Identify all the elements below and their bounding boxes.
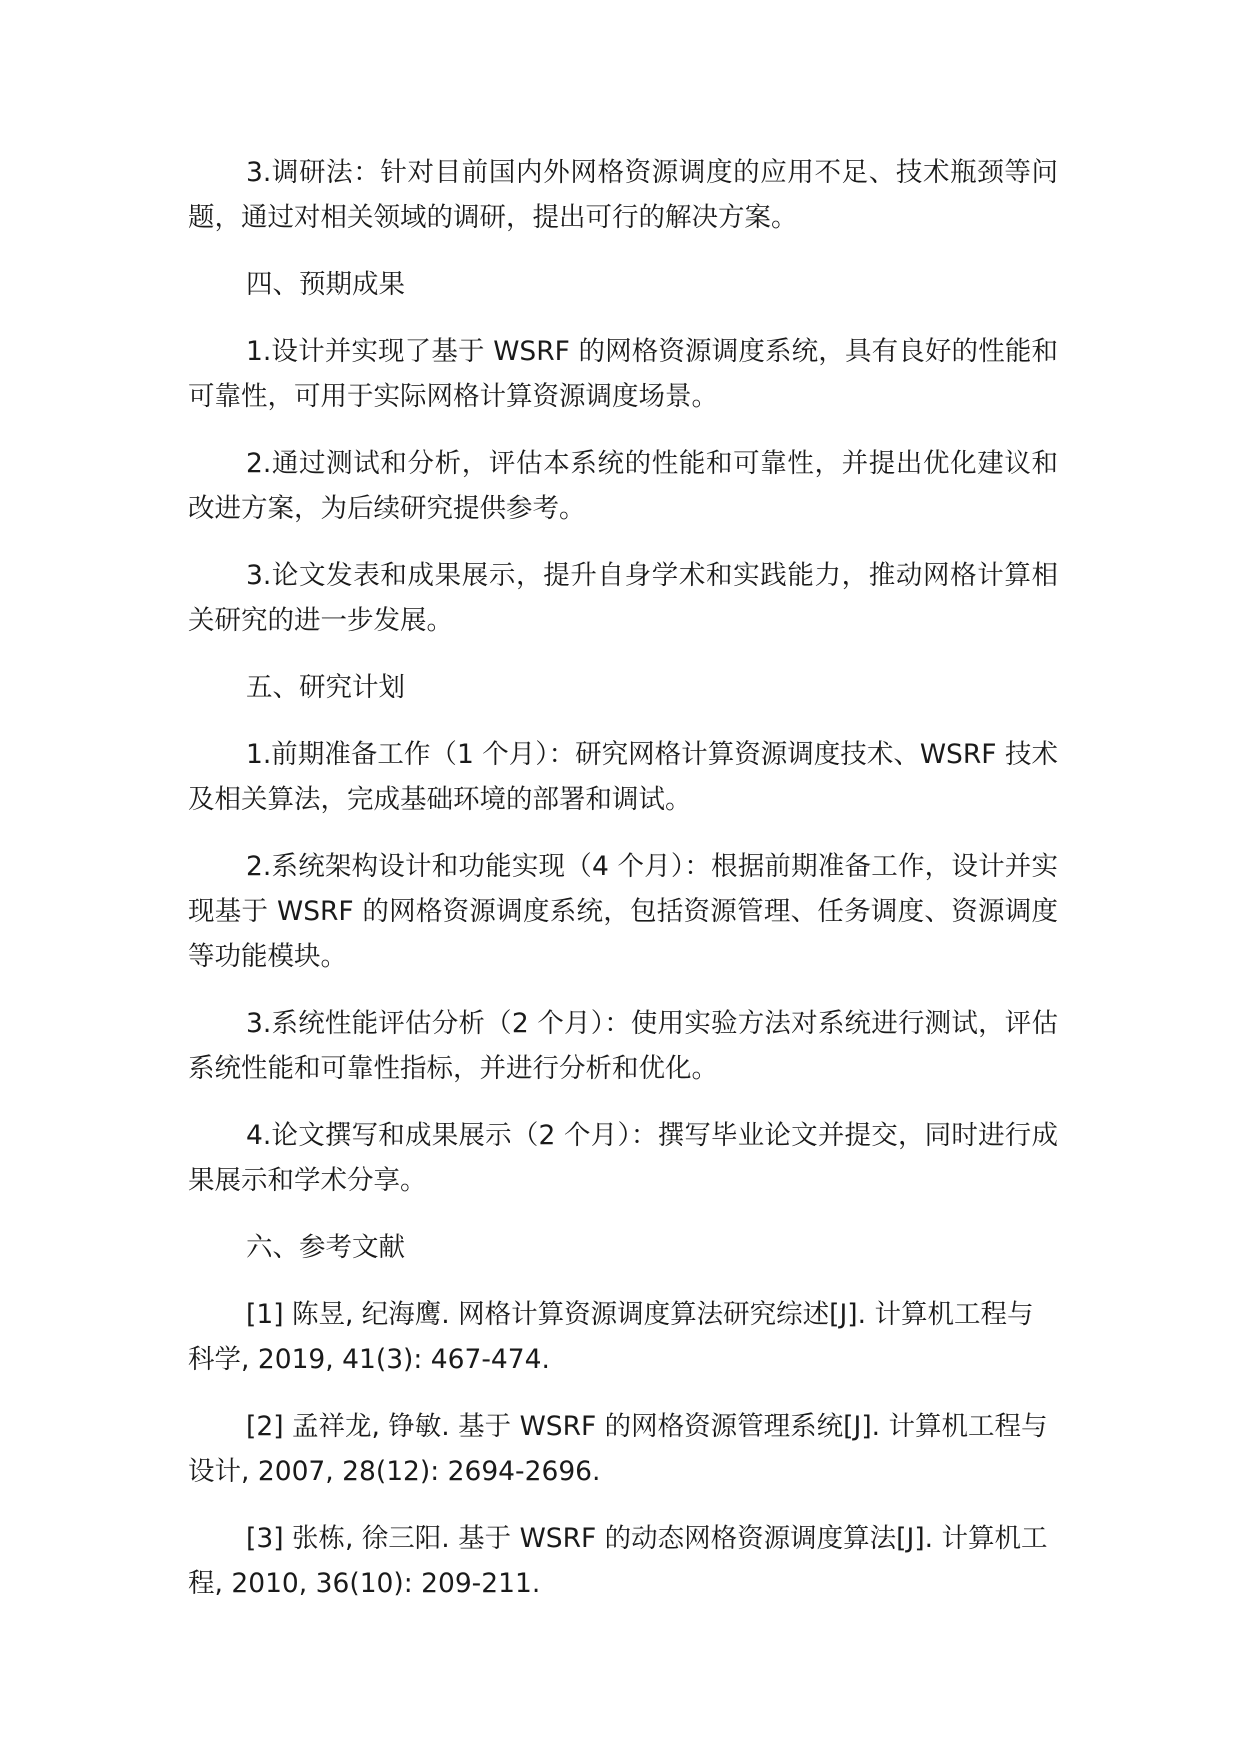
reference-item-1: [1] 陈昱, 纪海鹰. 网格计算资源调度算法研究综述[J]. 计算机工程与科学, 2019, 41(3): 467-474. (188, 1299, 1034, 1375)
paragraph-result-2: 2.通过测试和分析，评估本系统的性能和可靠性，并提出优化建议和改进方案，为后续研究提供参考。 (188, 448, 1058, 524)
reference-item-3: [3] 张栋, 徐三阳. 基于 WSRF 的动态网格资源调度算法[J]. 计算机工程, 2010, 36(10): 209-211. (188, 1523, 1048, 1599)
section-heading-research-plan: 五、研究计划 (246, 672, 405, 703)
paragraph-plan-3: 3.系统性能评估分析（2 个月）：使用实验方法对系统进行测试，评估系统性能和可靠性指标，并进行分析和优化。 (188, 1008, 1058, 1084)
section-heading-expected-results: 四、预期成果 (246, 269, 405, 300)
section-heading-references: 六、参考文献 (246, 1232, 405, 1263)
reference-item-2: [2] 孟祥龙, 铮敏. 基于 WSRF 的网格资源管理系统[J]. 计算机工程与设计, 2007, 28(12): 2694-2696. (188, 1411, 1048, 1487)
paragraph-plan-4: 4.论文撰写和成果展示（2 个月）：撰写毕业论文并提交，同时进行成果展示和学术分享。 (188, 1120, 1058, 1196)
paragraph-survey-method: 3.调研法：针对目前国内外网格资源调度的应用不足、技术瓶颈等问题，通过对相关领域的调研，提出可行的解决方案。 (188, 157, 1058, 233)
paragraph-plan-1: 1.前期准备工作（1 个月）：研究网格计算资源调度技术、WSRF 技术及相关算法，完成基础环境的部署和调试。 (188, 739, 1058, 815)
paragraph-plan-2: 2.系统架构设计和功能实现（4 个月）：根据前期准备工作，设计并实现基于 WSRF 的网格资源调度系统，包括资源管理、任务调度、资源调度等功能模块。 (188, 851, 1058, 972)
paragraph-result-3: 3.论文发表和成果展示，提升自身学术和实践能力，推动网格计算相关研究的进一步发展。 (188, 560, 1058, 636)
document-page (188, 150, 1058, 1628)
paragraph-result-1: 1.设计并实现了基于 WSRF 的网格资源调度系统，具有良好的性能和可靠性，可用于实际网格计算资源调度场景。 (188, 336, 1058, 412)
